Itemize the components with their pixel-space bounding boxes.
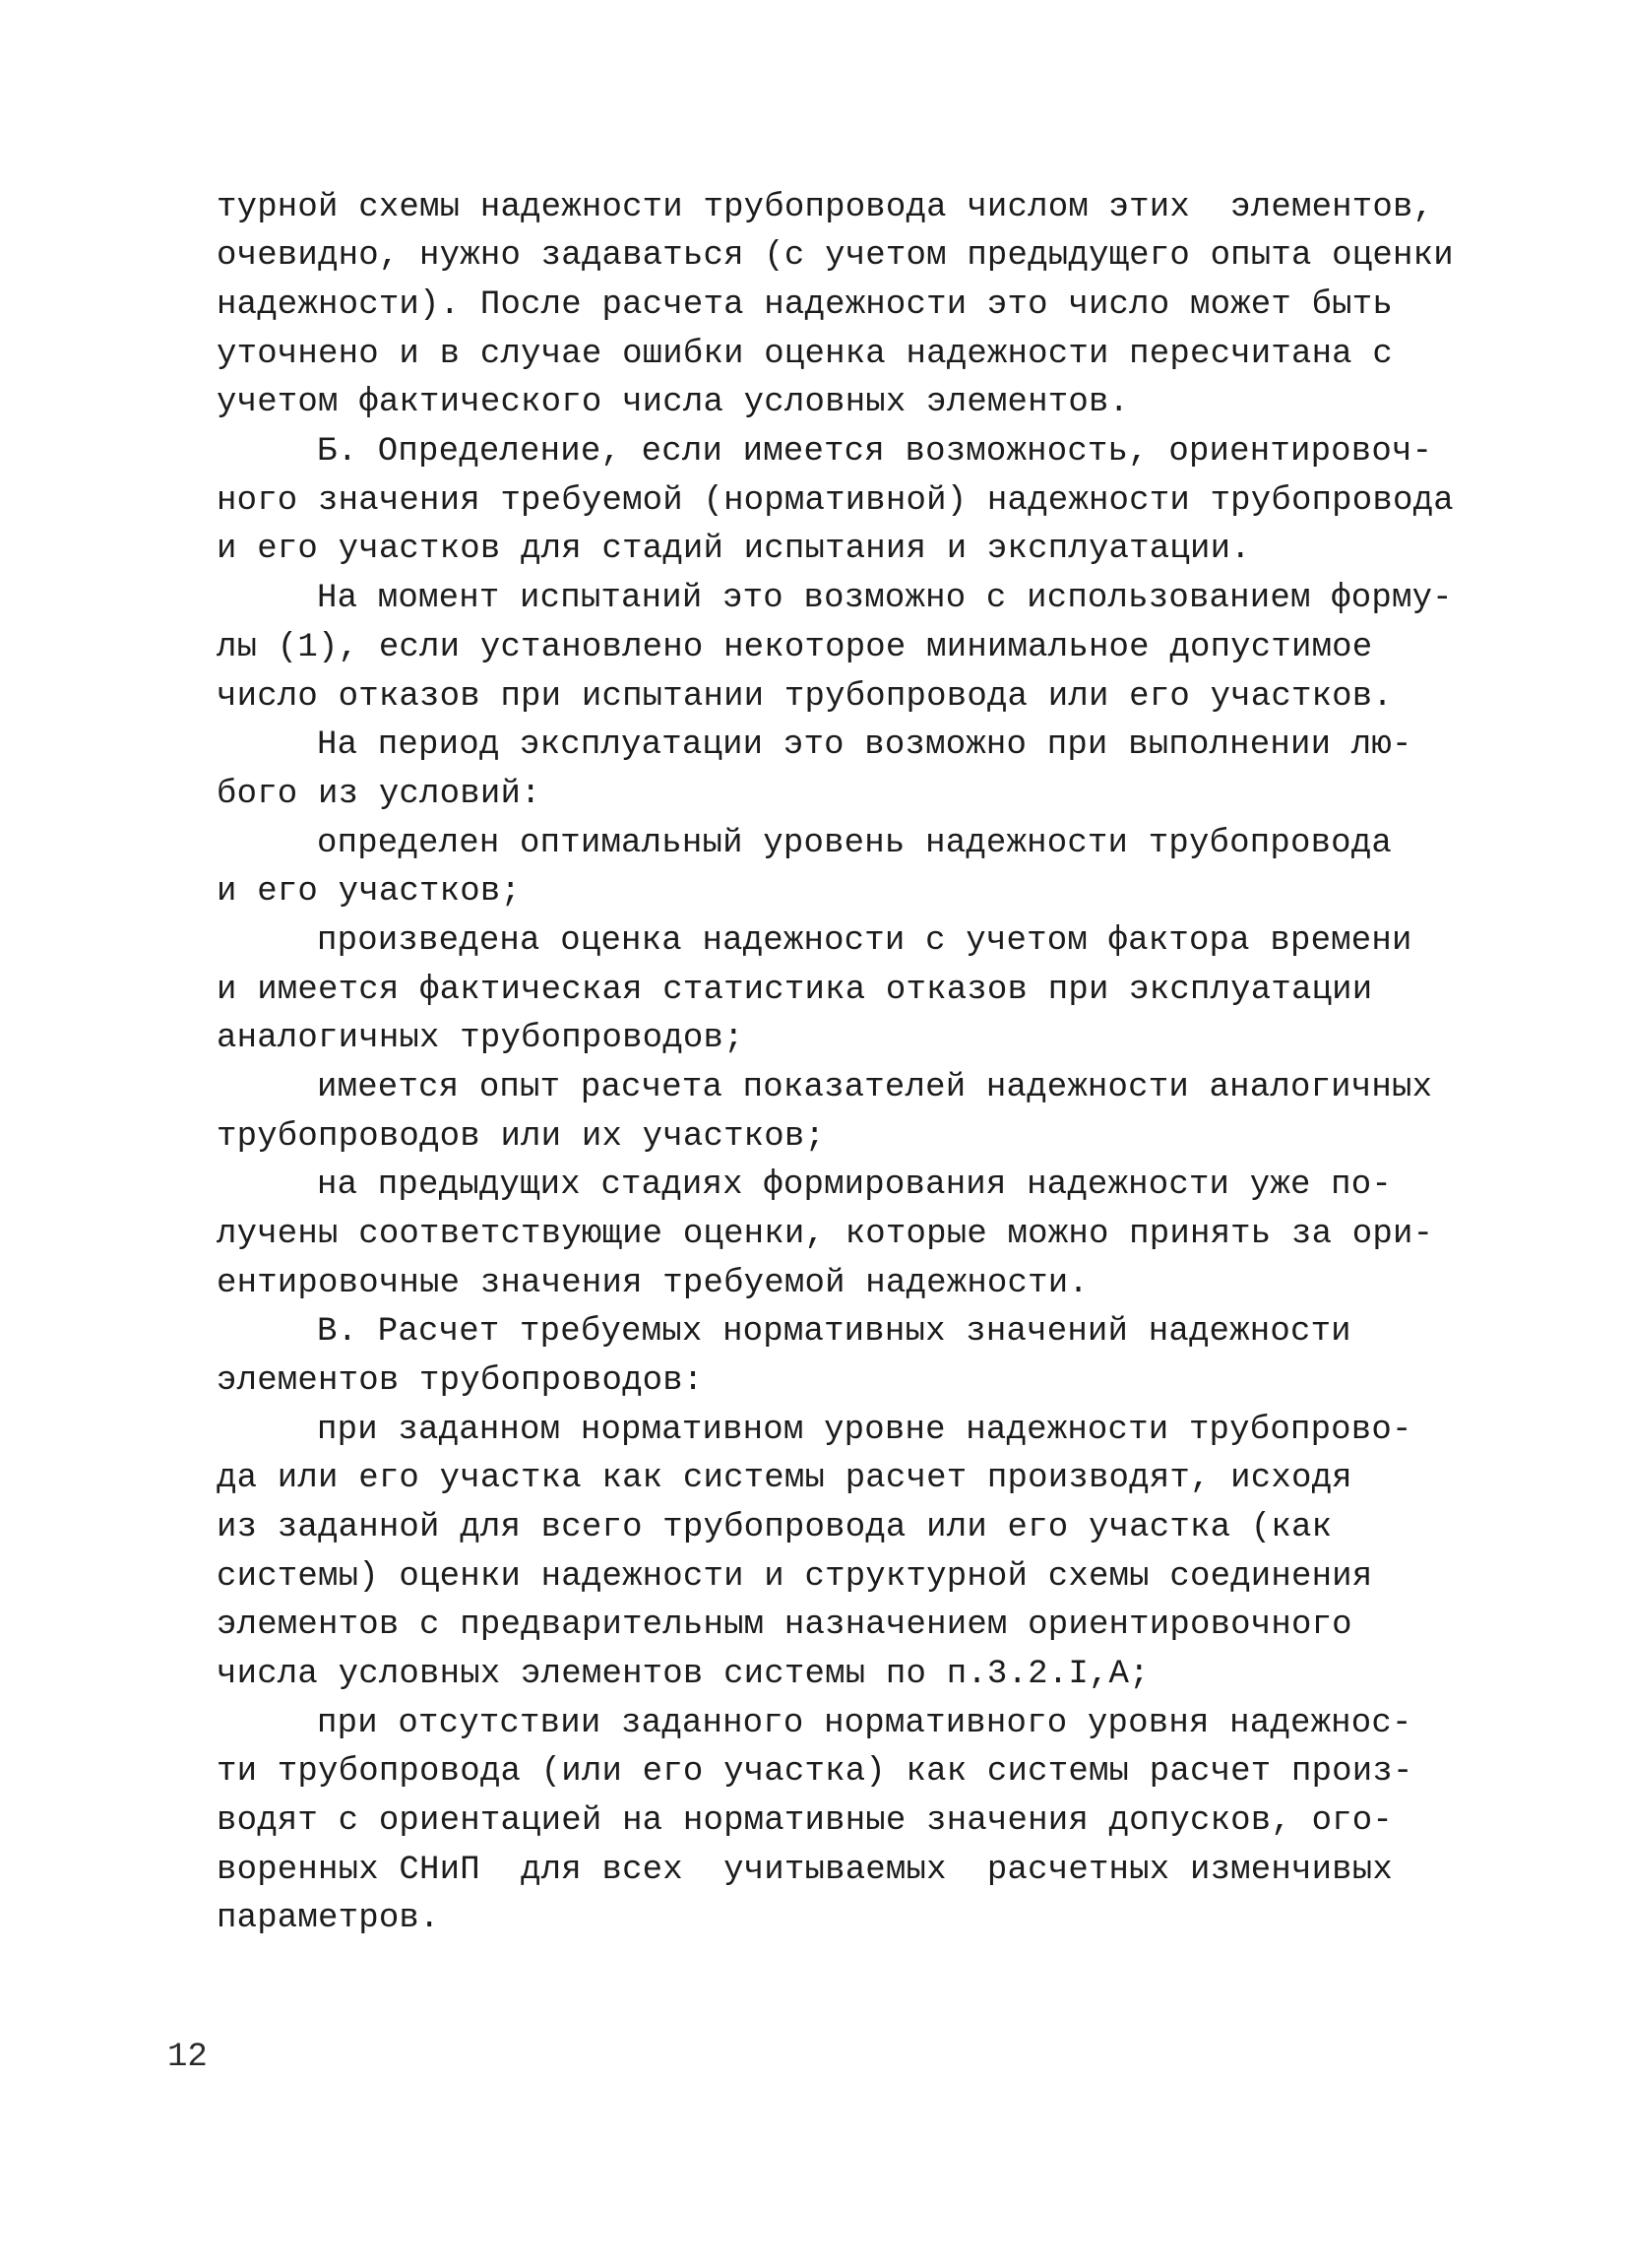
text-line: бого из условий:	[217, 776, 541, 813]
text-line: произведена оценка надежности с учетом фактора времени	[317, 922, 1412, 960]
text-line: при отсутствии заданного нормативного уровня надежнос-	[317, 1705, 1412, 1742]
text-line: параметров.	[217, 1900, 440, 1937]
text-line: ентировочные значения требуемой надежности.	[217, 1265, 1089, 1302]
text-line: учетом фактического числа условных элементов.	[217, 384, 1130, 421]
text-line: лы (1), если установлено некоторое минимальное допустимое	[217, 629, 1373, 666]
text-line: и его участков для стадий испытания и эксплуатации.	[217, 531, 1251, 568]
text-line: аналогичных трубопроводов;	[217, 1020, 744, 1057]
text-line: водят с ориентацией на нормативные значения допусков, ого-	[217, 1802, 1393, 1840]
text-line: числа условных элементов системы по п.3.2.I,А;	[217, 1656, 1150, 1693]
text-line: Б. Определение, если имеется возможность, ориентировоч-	[317, 433, 1433, 471]
text-line: трубопроводов или их участков;	[217, 1118, 826, 1156]
text-line: определен оптимальный уровень надежности трубопровода	[317, 825, 1392, 862]
text-line: число отказов при испытании трубопровода или его участков.	[217, 678, 1393, 716]
text-line: очевидно, нужно задаваться (с учетом предыдущего опыта оценки	[217, 237, 1454, 275]
text-line: и имеется фактическая статистика отказов при эксплуатации	[217, 972, 1373, 1009]
text-line: На период эксплуатации это возможно при выполнении лю-	[317, 726, 1412, 764]
page-number: 12	[167, 2039, 208, 2076]
text-line: из заданной для всего трубопровода или его участка (как	[217, 1509, 1333, 1546]
text-line: надежности). После расчета надежности это число может быть	[217, 286, 1393, 324]
text-line: и его участков;	[217, 873, 522, 911]
text-line: элементов трубопроводов:	[217, 1362, 704, 1400]
text-line: да или его участка как системы расчет производят, исходя	[217, 1460, 1352, 1497]
text-line: системы) оценки надежности и структурной схемы соединения	[217, 1558, 1373, 1596]
text-line: воренных СНиП для всех учитываемых расчетных изменчивых	[217, 1852, 1393, 1889]
text-line: ти трубопровода (или его участка) как системы расчет произ-	[217, 1753, 1413, 1791]
text-line: лучены соответствующие оценки, которые можно принять за ори-	[217, 1216, 1434, 1253]
text-line: В. Расчет требуемых нормативных значений надежности	[317, 1313, 1351, 1351]
text-line: элементов с предварительным назначением ориентировочного	[217, 1606, 1352, 1644]
text-line: при заданном нормативном уровне надежности трубопрово-	[317, 1412, 1412, 1449]
text-line: уточнено и в случае ошибки оценка надежности пересчитана с	[217, 336, 1393, 373]
text-line: турной схемы надежности трубопровода числом этих элементов,	[217, 189, 1434, 226]
text-line: На момент испытаний это возможно с использованием форму-	[317, 580, 1453, 617]
text-line: ного значения требуемой (нормативной) надежности трубопровода	[217, 482, 1454, 520]
text-line: имеется опыт расчета показателей надежности аналогичных	[317, 1069, 1433, 1106]
text-line: на предыдущих стадиях формирования надежности уже по-	[317, 1166, 1392, 1204]
